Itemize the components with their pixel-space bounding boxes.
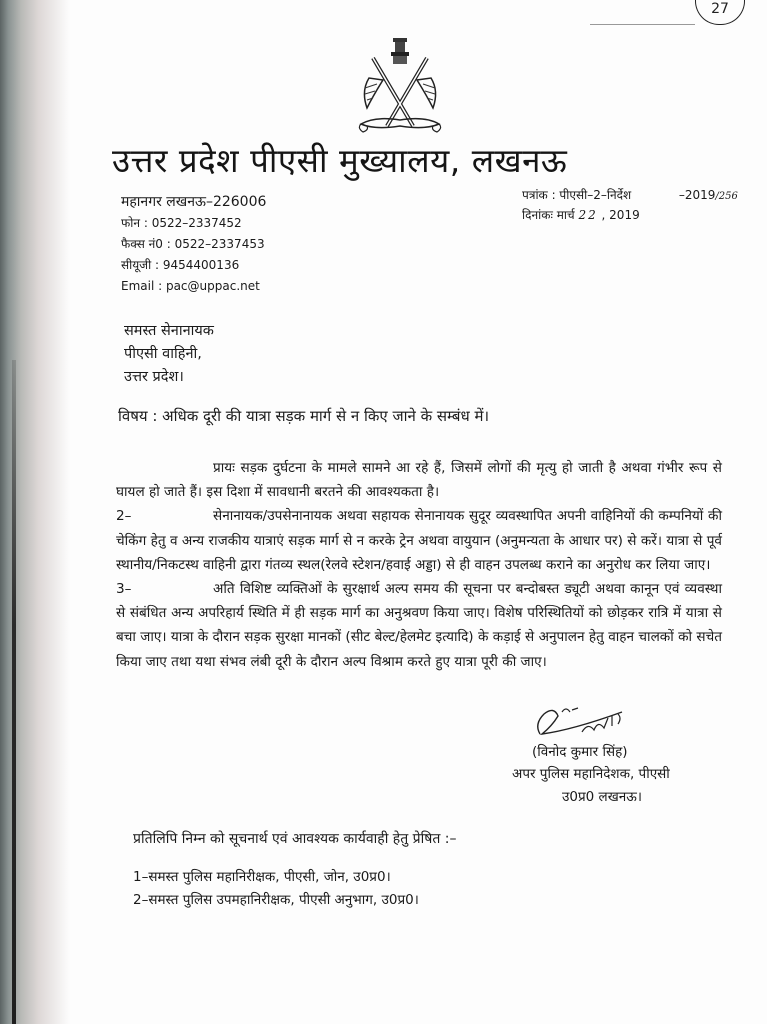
address-cug: सीयूजी : 9454400136: [121, 258, 240, 272]
scan-page-edge: [12, 360, 16, 1024]
letter-number: [522, 186, 738, 206]
emblem-icon: [355, 36, 445, 136]
address-email: Email : pac@uppac.net: [121, 279, 260, 293]
copy-to-list: [133, 866, 419, 912]
date-label: दिनांकः मार्च: [522, 208, 575, 222]
signatory-place: उ0प्र0 लखनऊ।: [562, 789, 642, 805]
recipient-block: [124, 320, 214, 389]
body-paragraph-2: 2– सेनानायक/उपसेनानायक अथवा सहायक सेनानायक सुदूर व्यवस्थापित अपनी वाहिनियों की कम्पनियों की चेकिंग हेतु व अन्य राजकीय यात्राएं सड़क मार्ग से न करके ट्रेन अथवा वायुयान (अनुमन्यता के आधार पर) से करें। यात्रा से पूर्व स्थानीय/निकटस्थ वाहिनी द्वारा गंतव्य स्थल(रेलवे स्टेशन/हवाई अड्डा) से ही वाहन उपलब्ध कराने का अनुरोध कर लिया जाए।: [116, 508, 722, 573]
letter-number-suffix: –2019: [678, 188, 716, 202]
recipient-line: पीएसी वाहिनी,: [124, 346, 202, 362]
letter-body: [116, 456, 722, 674]
page-number-mark: 27: [695, 0, 745, 25]
letter-number-label: पत्रांक : पीएसी–2–निर्देश: [522, 188, 632, 202]
letter-reference: [522, 186, 738, 224]
copy-to-item: 2–समस्त पुलिस उपमहानिरीक्षक, पीएसी अनुभाग, उ0प्र0।: [133, 892, 419, 908]
recipient-line: समस्त सेनानायक: [124, 323, 214, 339]
top-rule-line: [590, 24, 695, 25]
date-day-handwritten: 22: [578, 208, 598, 222]
signatory-name: (विनोद कुमार सिंह): [532, 744, 628, 760]
signature-scribble-icon: [532, 704, 642, 744]
copy-to-heading: प्रतिलिपि निम्न को सूचनार्थ एवं आवश्यक कार्यवाही हेतु प्रेषित :–: [133, 831, 457, 847]
address-city: महानगर लखनऊ–226006: [121, 194, 267, 210]
date-year: , 2019: [601, 208, 640, 222]
letterhead-address: [121, 192, 266, 297]
letter-number-handwritten: /256: [715, 191, 738, 202]
recipient-line: उत्तर प्रदेश।: [124, 369, 184, 385]
address-fax: फैक्स नं0 : 0522–2337453: [121, 237, 265, 251]
subject-line: विषय : अधिक दूरी की यात्रा सड़क मार्ग से न किए जाने के सम्बंध में।: [118, 407, 490, 425]
letter-date: [522, 206, 738, 224]
body-paragraph-3: 3– अति विशिष्ट व्यक्तिओं के सुरक्षार्थ अल्प समय की सूचना पर बन्दोबस्त ड्यूटी अथवा कानून एवं व्यवस्था से संबंधित अन्य अपरिहार्य स्थिति में ही सड़क मार्ग का अनुश्रवण किया जाए। विशेष परिस्थितियों को छोड़कर रात्रि में यात्रा से बचा जाए। यात्रा के दौरान सड़क सुरक्षा मानकों (सीट बेल्ट/हेलमेट इत्यादि) के कड़ाई से अनुपालन हेतु वाहन चालकों को सचेत किया जाए तथा यथा संभव लंबी दूरी के दौरान अल्प विश्राम करते हुए यात्रा पूरी की जाए।: [116, 581, 722, 670]
scan-shadow-edge: [0, 0, 70, 1024]
signatory-designation: अपर पुलिस महानिदेशक, पीएसी: [512, 766, 670, 782]
body-paragraph-1: प्रायः सड़क दुर्घटना के मामले सामने आ रहे हैं, जिसमें लोगों की मृत्यु हो जाती है अथवा गंभीर रूप से घायल हो जाते हैं। इस दिशा में सावधानी बरतने की आवश्यकता है।: [116, 460, 722, 501]
copy-to-item: 1–समस्त पुलिस महानिरीक्षक, पीएसी, जोन, उ0प्र0।: [133, 869, 391, 885]
letterhead-title: उत्तर प्रदेश पीएसी मुख्यालय, लखनऊ: [112, 141, 568, 180]
address-phone: फोन : 0522–2337452: [121, 216, 242, 230]
